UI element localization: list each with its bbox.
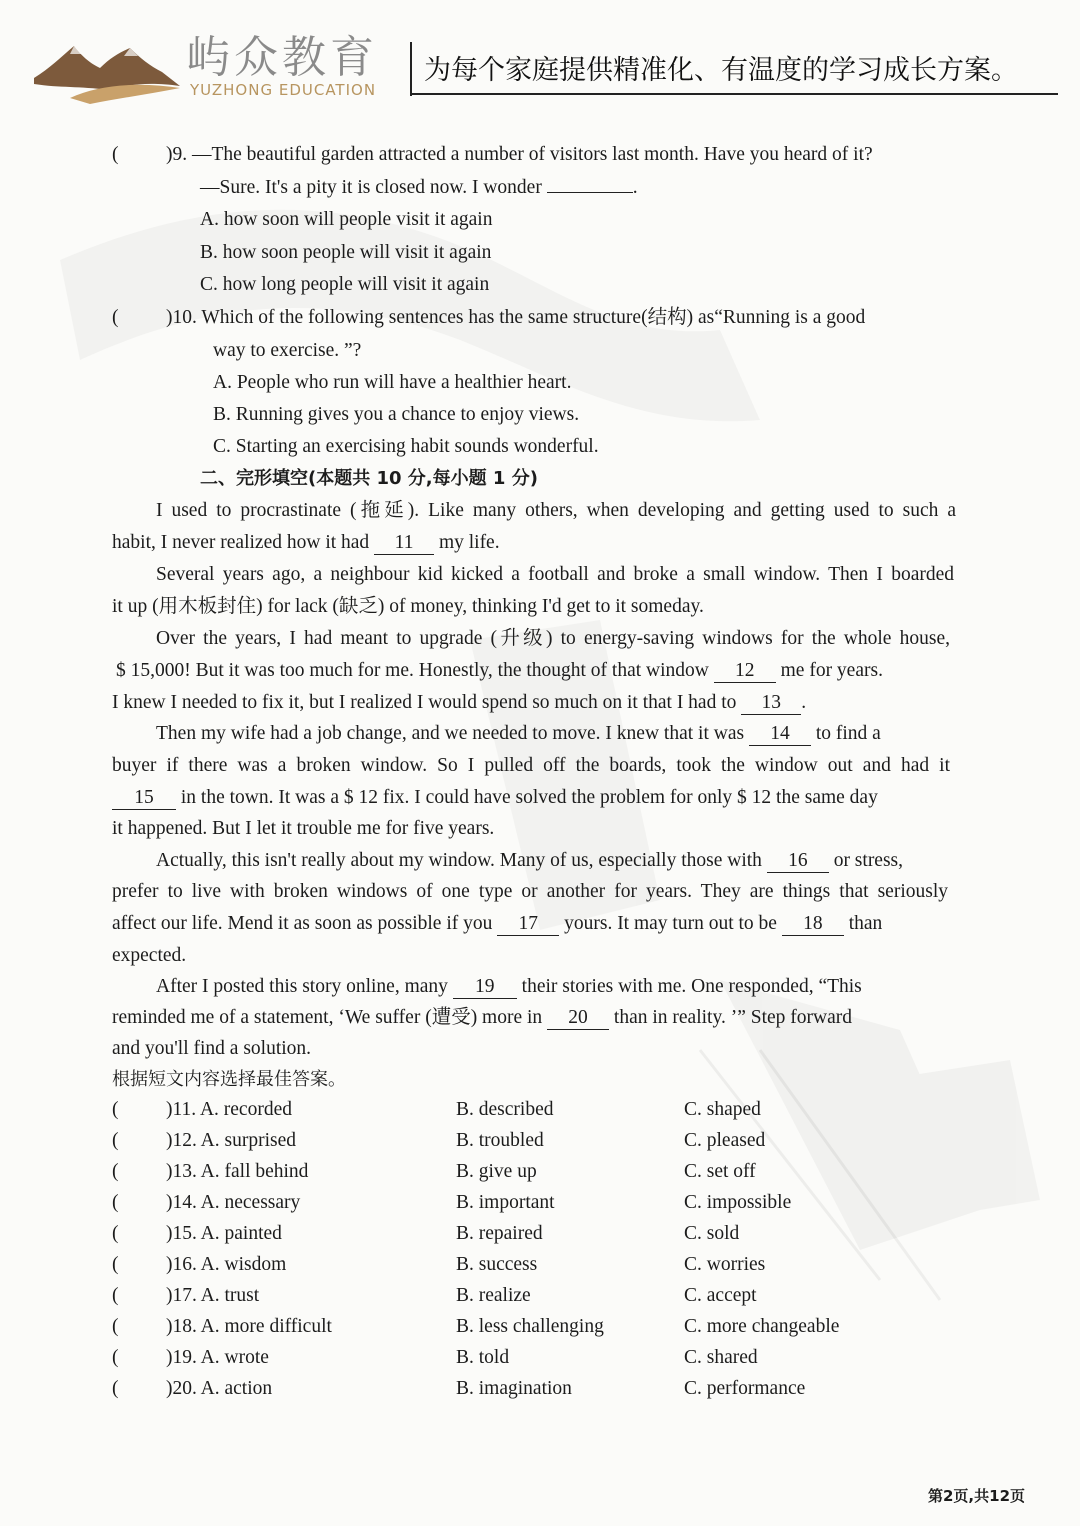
blank-12: 12 [714, 660, 776, 683]
answer-paren: ( [112, 1130, 119, 1151]
passage-text: After I posted this story online, many [156, 976, 448, 997]
passage-text: reminded me of a statement, ‘We suffer (遭受) more in [112, 1007, 543, 1028]
choice-option-b: B. repaired [456, 1223, 543, 1244]
choice-option-b: B. described [456, 1099, 554, 1120]
blank-11: 11 [374, 532, 434, 555]
passage-text: . [801, 692, 807, 713]
blank-17: 17 [497, 913, 559, 936]
passage-text: my life. [438, 532, 500, 553]
passage-line: Several years ago, a neighbour kid kicked a football and broke a small window. Then I boarded [156, 564, 954, 585]
passage-text: affect our life. Mend it as soon as possible if you [112, 913, 493, 934]
question-9-stem: )9. —The beautiful garden attracted a number of visitors last month. Have you heard of it? [166, 144, 873, 165]
choice-option-b: B. imagination [456, 1378, 572, 1399]
question-9-line2-text: —Sure. It's a pity it is closed now. I wonder [200, 177, 542, 198]
passage-line [112, 785, 878, 811]
passage-text: me for years. [780, 660, 883, 681]
brand-name: 屿众教育 [186, 32, 378, 83]
choice-option-b: B. realize [456, 1285, 531, 1306]
choice-option-c: C. more changeable [684, 1316, 840, 1337]
answer-paren: ( [112, 1378, 119, 1399]
choice-option-c: C. performance [684, 1378, 806, 1399]
blank-13: 13 [741, 692, 801, 715]
passage-text: to find a [815, 723, 881, 744]
passage-text: than [848, 913, 883, 934]
blank-18: 18 [782, 913, 844, 936]
choice-option-c: C. pleased [684, 1130, 766, 1151]
passage-text: Actually, this isn't really about my window. Many of us, especially those with [156, 850, 762, 871]
choice-option-a: )11. A. recorded [166, 1099, 292, 1120]
choice-option-c: C. accept [684, 1285, 757, 1306]
choice-option-b: B. give up [456, 1161, 537, 1182]
question-10-stem: )10. Which of the following sentences has the same structure(结构) as“Running is a good [166, 307, 866, 328]
question-10-stem-line2: way to exercise. ”? [213, 340, 362, 361]
question-9-line2-end: . [632, 177, 638, 198]
answer-paren: ( [112, 1223, 119, 1244]
choice-option-b: B. less challenging [456, 1316, 604, 1337]
passage-line [112, 530, 500, 556]
blank-19: 19 [453, 976, 517, 999]
answer-paren: ( [112, 1347, 119, 1368]
answer-paren: ( [112, 1161, 119, 1182]
choice-option-a: )15. A. painted [166, 1223, 282, 1244]
slogan: 为每个家庭提供精准化、有温度的学习成长方案。 [424, 55, 1018, 86]
answer-paren: ( [112, 144, 119, 165]
blank-20: 20 [547, 1007, 609, 1030]
brand-english-name: YUZHONG EDUCATION [190, 81, 377, 99]
passage-line: expected. [112, 945, 187, 966]
choice-option-b: B. important [456, 1192, 555, 1213]
page-number: 第2页,共12页 [928, 1487, 1026, 1505]
section-title: 二、完形填空(本题共 10 分,每小题 1 分) [200, 468, 538, 489]
passage-text: their stories with me. One responded, “This [521, 976, 862, 997]
header-rule [412, 93, 1058, 95]
passage-text: Then my wife had a job change, and we needed to move. I knew that it was [156, 723, 745, 744]
passage-text: in the town. It was a $ 12 fix. I could have solved the problem for only $ 12 the same day [180, 787, 878, 808]
choice-option-b: B. told [456, 1347, 510, 1368]
passage-line [112, 1005, 852, 1031]
passage-line [116, 658, 883, 684]
choice-option-c: C. impossible [684, 1192, 792, 1213]
passage-line: I used to procrastinate (拖延). Like many others, when developing and getting used to such a [156, 500, 956, 521]
passage-line [156, 974, 862, 1000]
choice-option-b: B. success [456, 1254, 538, 1275]
mountain-logo-icon [30, 28, 190, 108]
question-10-option-b: B. Running gives you a chance to enjoy views. [213, 404, 580, 425]
choice-option-a: )19. A. wrote [166, 1347, 269, 1368]
blank-16: 16 [767, 850, 829, 873]
question-9-option-c: C. how long people will visit it again [200, 274, 490, 295]
answer-paren: ( [112, 1192, 119, 1213]
choice-option-a: )17. A. trust [166, 1285, 260, 1306]
answer-paren: ( [112, 1254, 119, 1275]
choice-option-b: B. troubled [456, 1130, 544, 1151]
choice-option-a: )13. A. fall behind [166, 1161, 309, 1182]
choice-option-c: C. shared [684, 1347, 758, 1368]
passage-line [156, 721, 881, 747]
passage-text: habit, I never realized how it had [112, 532, 370, 553]
choice-option-c: C. sold [684, 1223, 740, 1244]
question-9-line2 [200, 175, 638, 201]
blank-14: 14 [749, 723, 811, 746]
passage-line [156, 848, 903, 874]
passage-line: buyer if there was a broken window. So I pulled off the boards, took the window out and had it [112, 755, 950, 776]
choice-option-c: C. shaped [684, 1099, 761, 1120]
passage-line: Over the years, I had meant to upgrade (升级) to energy-saving windows for the whole house, [156, 628, 950, 649]
passage-text: $ 15,000! But it was too much for me. Honestly, the thought of that window [116, 660, 709, 681]
answer-paren: ( [112, 1316, 119, 1337]
passage-line: and you'll find a solution. [112, 1038, 312, 1059]
choice-option-a: )16. A. wisdom [166, 1254, 287, 1275]
choice-option-a: )12. A. surprised [166, 1130, 296, 1151]
answer-blank [547, 192, 633, 193]
passage-text: yours. It may turn out to be [564, 913, 777, 934]
passage-text: I knew I needed to fix it, but I realized I would spend so much on it that I had to [112, 692, 737, 713]
answer-paren: ( [112, 1099, 119, 1120]
passage-line: prefer to live with broken windows of one type or another for years. They are things that seriously [112, 881, 948, 902]
passage-line [112, 690, 806, 716]
passage-text: or stress, [833, 850, 904, 871]
answer-paren: ( [112, 1285, 119, 1306]
question-9-option-a: A. how soon will people visit it again [200, 209, 493, 230]
choose-instruction: 根据短文内容选择最佳答案。 [112, 1069, 346, 1090]
passage-line: it happened. But I let it trouble me for five years. [112, 818, 495, 839]
choice-option-a: )20. A. action [166, 1378, 273, 1399]
question-9-option-b: B. how soon people will visit it again [200, 242, 492, 263]
choice-option-c: C. worries [684, 1254, 766, 1275]
passage-line: it up (用木板封住) for lack (缺乏) of money, thinking I'd get to it someday. [112, 596, 704, 617]
passage-line [112, 911, 882, 937]
answer-paren: ( [112, 307, 119, 328]
choice-option-c: C. set off [684, 1161, 756, 1182]
header-divider [410, 42, 412, 96]
passage-text: than in reality. ’” Step forward [613, 1007, 852, 1028]
choice-option-a: )18. A. more difficult [166, 1316, 332, 1337]
blank-15: 15 [112, 787, 176, 810]
question-10-option-c: C. Starting an exercising habit sounds wonderful. [213, 436, 599, 457]
question-10-option-a: A. People who run will have a healthier heart. [213, 372, 572, 393]
choice-option-a: )14. A. necessary [166, 1192, 301, 1213]
